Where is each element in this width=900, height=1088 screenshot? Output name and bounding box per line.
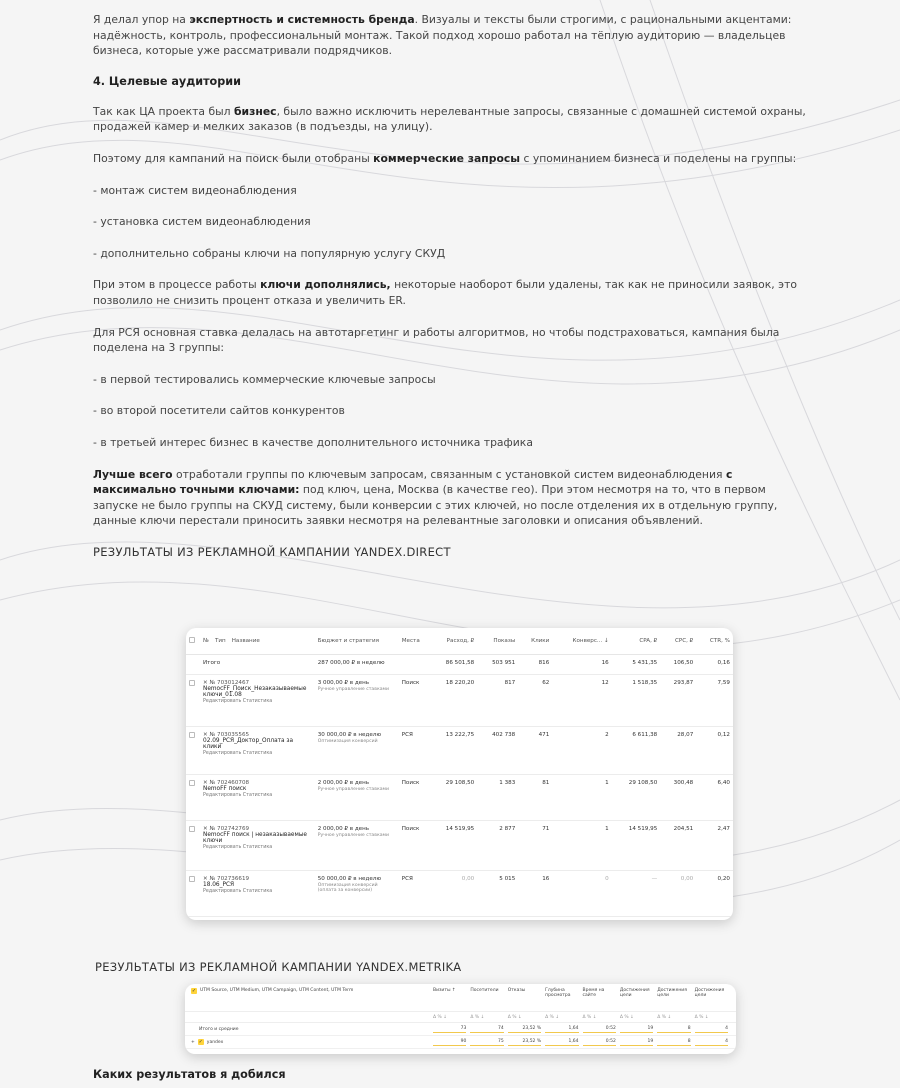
table-row: ✕ № 702460708 NemoFF поиск Редактировать Статистика 2 000,00 ₽ в день Ручное управление ставками Поиск 29 108,50 1 383 81 1 29 108,50 300,48 6,40: [186, 774, 733, 820]
direct-campaigns-table: [186, 628, 733, 917]
column-header[interactable]: Визиты ↑: [433, 988, 456, 993]
table-row: ✕ № 702742769 NemocFF поиск | незаказываемые ключи Редактировать Статистика 2 000,00 ₽ в день Ручное управление ставками Поиск 14 519,95 2 877 71 1 14 519,95 204,51 2,47: [186, 820, 733, 870]
check-icon[interactable]: ✓: [198, 1039, 203, 1045]
column-header[interactable]: CPA, ₽: [612, 628, 661, 654]
column-header[interactable]: Посетители: [470, 988, 499, 993]
list-item: - во второй посетители сайтов конкурентов: [93, 404, 345, 418]
column-header[interactable]: CPC, ₽: [660, 628, 696, 654]
column-header[interactable]: Достижения цели: [619, 988, 650, 998]
table-row: Итого и средние 73 74 23,52 % 1,64 0:52 19 8 4: [185, 1023, 736, 1036]
row-checkbox[interactable]: [189, 732, 195, 738]
list-item: - монтаж систем видеонаблюдения: [93, 183, 297, 197]
table-row: ✕ № 703012467 NemocFF_Поиск_Незаказываемые ключи_01.08 Редактировать Статистика 3 000,00 ₽ в день Ручное управление ставками Поиск 18 220,20 817 62 12 1 518,35 293,87 7,59: [186, 674, 733, 726]
row-checkbox[interactable]: [189, 826, 195, 832]
column-header[interactable]: Отказы: [507, 988, 526, 993]
column-header[interactable]: Показы: [477, 628, 518, 654]
direct-results-table-card: [186, 628, 733, 920]
campaign-actions[interactable]: Редактировать Статистика: [203, 888, 273, 894]
expand-icon[interactable]: +: [191, 1039, 195, 1045]
campaign-actions[interactable]: Редактировать Статистика: [203, 844, 273, 850]
row-checkbox[interactable]: [189, 780, 195, 786]
paragraph: Поэтому для кампаний на поиск были отобраны коммерческие запросы с упоминанием бизнеса и поделены на группы:: [93, 151, 797, 165]
select-all-checkbox[interactable]: [189, 637, 195, 643]
column-header[interactable]: №: [200, 628, 212, 654]
campaign-actions[interactable]: Редактировать Статистика: [203, 750, 273, 756]
list-item: - дополнительно собраны ключи на популярную услугу СКУД: [93, 246, 446, 260]
table-row: ✕ № 703035565 02.09_РСЯ_Доктор_Оплата за клики Редактировать Статистика 30 000,00 ₽ в неделю Оптимизация конверсий РСЯ 13 222,75 402 738 471 2 6 611,38 28,07 0,12: [186, 726, 733, 774]
campaign-name-link[interactable]: NemocFF поиск | незаказываемые ключи: [203, 831, 307, 844]
campaign-name-link[interactable]: NemocFF_Поиск_Незаказываемые ключи_01.08: [203, 685, 307, 698]
table-header-row: [186, 628, 733, 654]
column-header[interactable]: Конверс... ↓: [552, 628, 611, 654]
grouping-label[interactable]: UTM Source, UTM Medium, UTM Campaign, UTM Content, UTM Term: [200, 988, 354, 993]
column-header[interactable]: Тип: [212, 628, 229, 654]
column-header[interactable]: Места: [399, 628, 429, 654]
table-row: ✕ № 702736619 18.06_РСЯ Редактировать Статистика 50 000,00 ₽ в неделю Оптимизация конверсий (оплата за конверсии) РСЯ 0,00 5 015 16 0 — 0,00 0,20: [186, 870, 733, 916]
row-checkbox[interactable]: [189, 876, 195, 882]
paragraph: Для РСЯ основная ставка делалась на автотаргетинг и работы алгоритмов, но чтобы подстраховаться, кампания была поделена на 3 группы:: [93, 325, 780, 355]
row-checkbox[interactable]: [189, 680, 195, 686]
paragraph: Так как ЦА проекта был бизнес, было важно исключить нерелевантные запросы, связанные с домашней системой охраны, продажей камер и мелких заказов (в подъезды, на улицу).: [93, 104, 806, 134]
intro-paragraph: Я делал упор на экспертность и системность бренда. Визуалы и тексты были строгими, с рациональными акцентами: надёжность, контроль, профессиональный монтаж. Такой подход хорошо работал на тёплую аудиторию — владельцев бизнеса, которые уже рассматривали подрядчиков.: [93, 13, 792, 58]
metrika-subheader: Δ % ↓ Δ % ↓ Δ % ↓ Δ % ↓ Δ % ↓ Δ % ↓ Δ % ↓ Δ % ↓: [185, 1012, 736, 1023]
direct-results-title: РЕЗУЛЬТАТЫ ИЗ РЕКЛАМНОЙ КАМПАНИИ YANDEX.DIRECT: [93, 544, 451, 559]
check-icon[interactable]: ✓: [191, 988, 197, 994]
metrika-table-header: [185, 984, 736, 1012]
column-header[interactable]: CTR, %: [696, 628, 733, 654]
column-header[interactable]: Время на сайте: [582, 988, 605, 998]
column-header[interactable]: Бюджет и стратегия: [315, 628, 399, 654]
campaign-name-link[interactable]: 02.09_РСЯ_Доктор_Оплата за клики: [203, 737, 294, 750]
column-header[interactable]: Глубина просмотра: [545, 988, 571, 998]
column-header[interactable]: Достижения цели: [657, 988, 687, 998]
results-heading: Каких результатов я добился: [93, 1068, 286, 1081]
column-header[interactable]: Клики: [518, 628, 552, 654]
campaign-actions[interactable]: Редактировать Статистика: [203, 698, 273, 704]
section-heading: 4. Целевые аудитории: [93, 74, 241, 88]
list-item: - установка систем видеонаблюдения: [93, 215, 311, 229]
column-header[interactable]: Название: [229, 628, 315, 654]
total-row: Итого 287 000,00 ₽ в неделю 86 501,58 503 951 816 16 5 431,35 106,50 0,16: [186, 654, 733, 674]
metrika-results-table-card: [185, 984, 736, 1054]
campaign-name-link[interactable]: 18.06_РСЯ: [203, 881, 235, 888]
paragraph: Лучше всего отработали группы по ключевым запросам, связанным с установкой систем видеонаблюдения с максимально точными ключами: под ключ, цена, Москва (в качестве гео). При этом несмотря на то, что в первом запуске не было группы на СКУД систему, были конверсии с этих ключей, но после отделения их в отдельную группу, данные ключи перестали приносить заявки несмотря на релевантные заголовки и описания объявлений.: [93, 467, 778, 528]
list-item: - в третьей интерес бизнес в качестве дополнительного источника трафика: [93, 435, 533, 449]
table-row: + ✓ yandex 90 75 23,52 % 1,64 0:52 19 8 4: [185, 1036, 736, 1049]
campaign-name-link[interactable]: NemoFF поиск: [203, 785, 247, 792]
column-header[interactable]: Расход, ₽: [429, 628, 478, 654]
column-header[interactable]: Достижения цели: [694, 988, 725, 998]
paragraph: При этом в процессе работы ключи дополнялись, некоторые наоборот были удалены, так как не приносили заявок, это позволило не снизить процент отказа и увеличить ER.: [93, 278, 797, 307]
list-item: - в первой тестировались коммерческие ключевые запросы: [93, 372, 436, 386]
metrika-results-title: РЕЗУЛЬТАТЫ ИЗ РЕКЛАМНОЙ КАМПАНИИ YANDEX.METRIKA: [95, 960, 462, 974]
campaign-actions[interactable]: Редактировать Статистика: [203, 792, 273, 798]
